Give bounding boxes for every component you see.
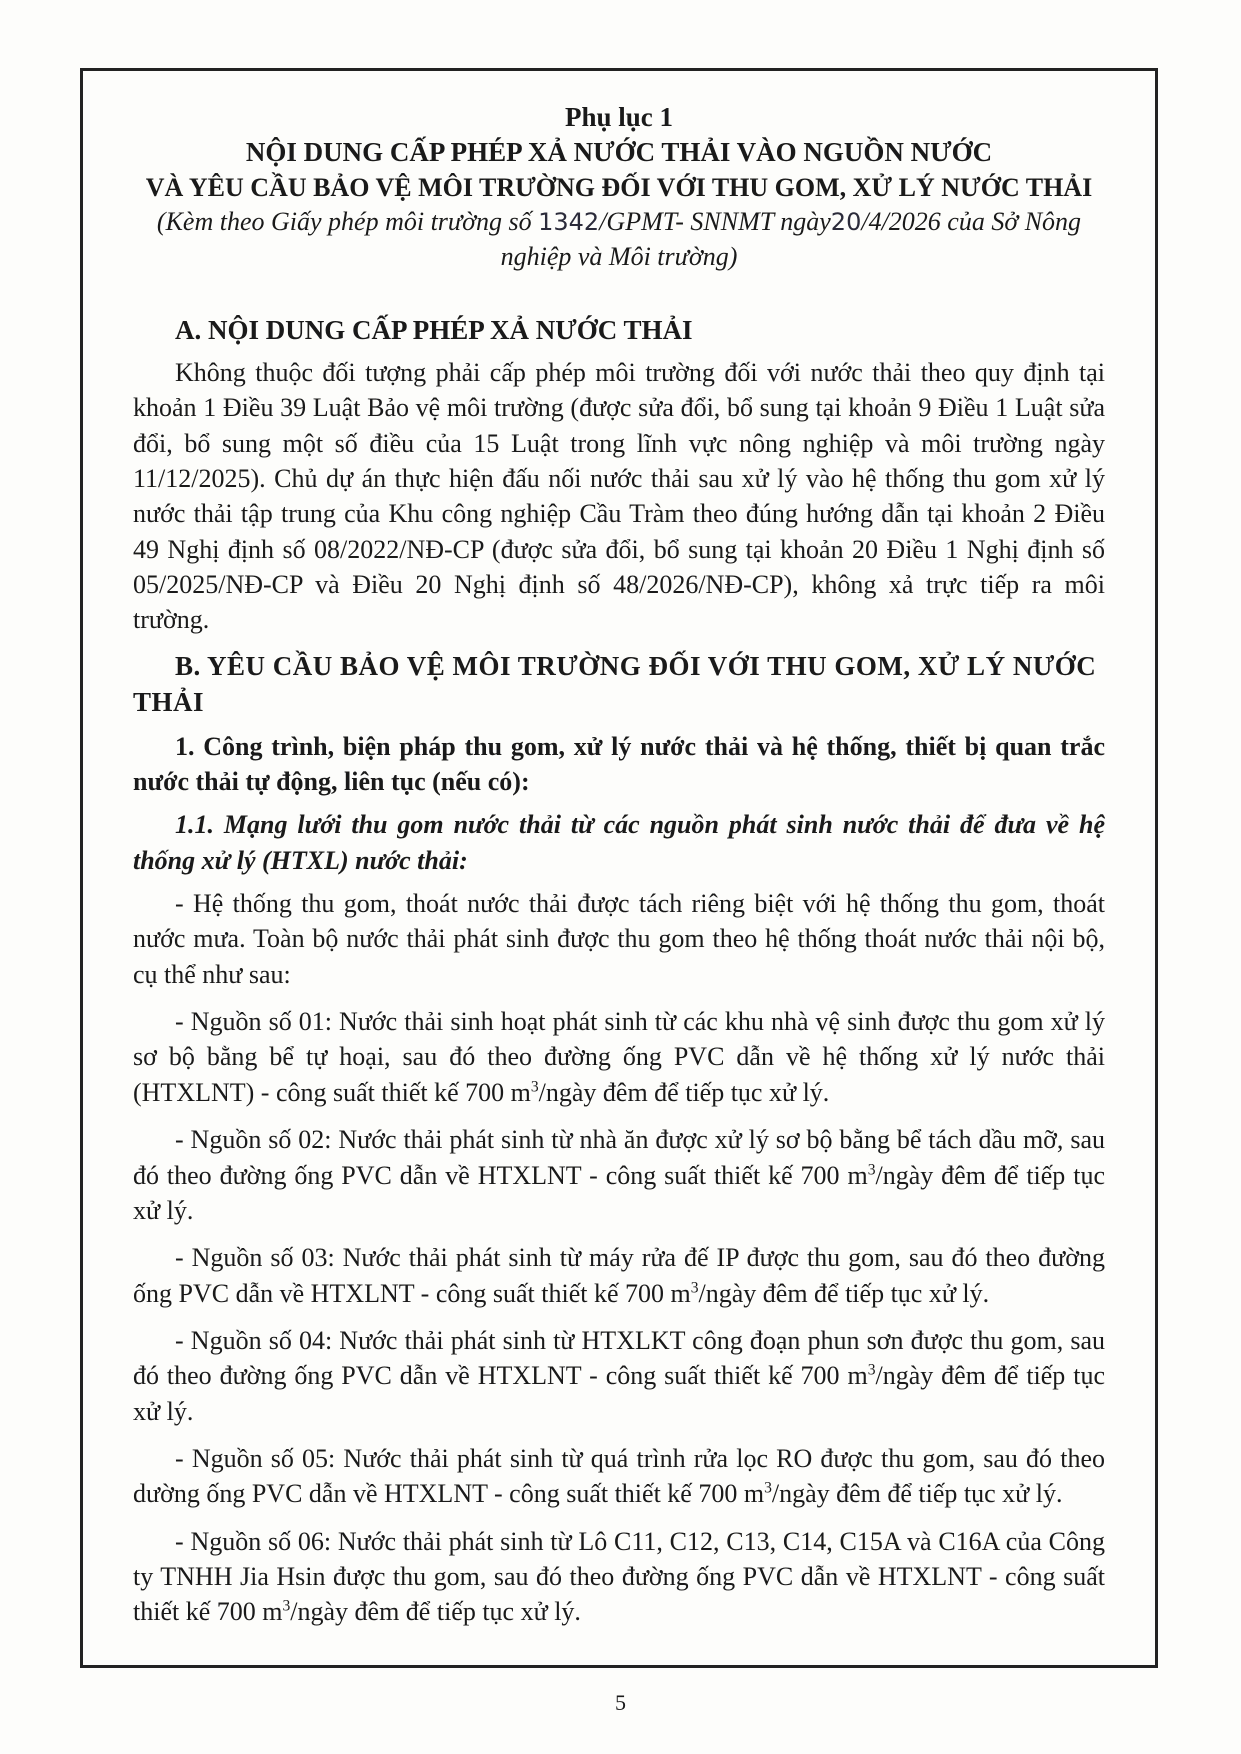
- source-06-text: - Nguồn số 06: Nước thải phát sinh từ Lô C11, C12, C13, C14, C15A và C16A của Công ty TNHH Jia Hsin được thu gom, sau đó theo đường ống PVC dẫn về HTXLNT - công suất thiết kế 700 m: [133, 1526, 1105, 1627]
- source-02-end: /ngày đêm để tiếp tục xử lý.: [133, 1160, 1105, 1225]
- source-01-end: /ngày đêm để tiếp tục xử lý.: [538, 1077, 830, 1107]
- source-03: [133, 1240, 1105, 1311]
- source-04-text: - Nguồn số 04: Nước thải phát sinh từ HTXLKT công đoạn phun sơn được thu gom, sau đó theo đường ống PVC dẫn về HTXLNT - công suất thiết kế 700 m: [133, 1325, 1105, 1391]
- attach-suffix: /4/2026 của Sở Nông nghiệp và Môi trường): [500, 207, 1082, 271]
- source-01: [133, 1004, 1105, 1110]
- page-number: 5: [615, 1690, 626, 1715]
- permit-day: 20: [830, 208, 862, 237]
- section-a-body: Không thuộc đối tượng phải cấp phép môi trường đối với nước thải theo quy định tại khoản 1 Điều 39 Luật Bảo vệ môi trường (được sửa đổi, bổ sung tại khoản 9 Điều 1 Luật sửa đổi, bổ sung một số điều của 15 Luật trong lĩnh vực nông nghiệp và môi trường ngày 11/12/2025). Chủ dự án thực hiện đấu nối nước thải sau xử lý vào hệ thống thu gom xử lý nước thải tập trung của Khu công nghiệp Cầu Tràm theo đúng hướng dẫn tại khoản 2 Điều 49 Nghị định số 08/2022/NĐ-CP (được sửa đổi, bổ sung tại khoản 20 Điều 1 Nghị định số 05/2025/NĐ-CP và Điều 20 Nghị định số 48/2026/NĐ-CP), không xả trực tiếp ra môi trường.: [133, 357, 1105, 635]
- source-06: [133, 1524, 1105, 1630]
- superscript: 3: [530, 1078, 539, 1096]
- appendix-title: Phụ lục 1: [564, 102, 674, 132]
- source-03-text: - Nguồn số 03: Nước thải phát sinh từ máy rửa đế IP được thu gom, sau đó theo đường ống PVC dẫn về HTXLNT - công suất thiết kế 700 m: [133, 1243, 1105, 1308]
- title-line-2: VÀ YÊU CẦU BẢO VỆ MÔI TRƯỜNG ĐỐI VỚI THU GOM, XỬ LÝ NƯỚC THẢI: [145, 172, 1093, 202]
- source-05-text: - Nguồn số 05: Nước thải phát sinh từ quá trình rửa lọc RO được thu gom, sau đó theo dường ống PVC dẫn về HTXLNT - công suất thiết kế 700 m: [133, 1444, 1105, 1509]
- document-body: [133, 101, 1105, 1636]
- source-06-end: /ngày đêm để tiếp tục xử lý.: [290, 1597, 581, 1627]
- attach-prefix: (Kèm theo Giấy phép môi trường số: [156, 207, 539, 237]
- section-a-heading: A. NỘI DUNG CẤP PHÉP XẢ NƯỚC THẢI: [175, 315, 693, 346]
- source-02-text: - Nguồn số 02: Nước thải phát sinh từ nhà ăn được xử lý sơ bộ bằng bể tách dầu mỡ, sau đó theo đường ống PVC dẫn về HTXLNT - công suất thiết kế 700 m: [133, 1125, 1105, 1190]
- attach-mid: /GPMT- SNNMT ngày: [599, 207, 831, 237]
- superscript: 3: [764, 1479, 772, 1497]
- collection-intro: - Hệ thống thu gom, thoát nước thải được tách riêng biệt với hệ thống thu gom, thoát nước mưa. Toàn bộ nước thải phát sinh được thu gom theo hệ thống thoát nước thải nội bộ, cụ thể như sau:: [133, 889, 1105, 989]
- source-05: [133, 1441, 1105, 1512]
- superscript: 3: [282, 1597, 291, 1615]
- source-04-end: /ngày đêm để tiếp tục xử lý.: [133, 1361, 1105, 1426]
- document-header: [133, 101, 1105, 274]
- source-02: [133, 1122, 1105, 1228]
- superscript: 3: [690, 1278, 699, 1296]
- source-04: [133, 1323, 1105, 1429]
- section-b-heading: B. YÊU CẦU BẢO VỆ MÔI TRƯỜNG ĐỐI VỚI THU GOM, XỬ LÝ NƯỚC THẢI: [133, 650, 1097, 718]
- permit-number: 1342: [538, 208, 600, 237]
- superscript: 3: [867, 1160, 876, 1178]
- source-05-end: /ngày đêm để tiếp tục xử lý.: [771, 1479, 1063, 1509]
- source-03-end: /ngày đêm để tiếp tục xử lý.: [698, 1278, 990, 1308]
- title-line-1: NỘI DUNG CẤP PHÉP XẢ NƯỚC THẢI VÀO NGUỒN NƯỚC: [245, 136, 993, 167]
- item-1-1-heading: 1.1. Mạng lưới thu gom nước thải từ các nguồn phát sinh nước thải để đưa về hệ thống xử lý (HTXL) nước thải:: [133, 810, 1105, 875]
- item-1-heading: 1. Công trình, biện pháp thu gom, xử lý nước thải và hệ thống, thiết bị quan trắc nước thải tự động, liên tục (nếu có):: [133, 731, 1105, 796]
- source-01-text: - Nguồn số 01: Nước thải sinh hoạt phát sinh từ các khu nhà vệ sinh được thu gom xử lý sơ bộ bằng bể tự hoại, sau đó theo đường ống PVC dẫn về hệ thống xử lý nước thải (HTXLNT) - công suất thiết kế 700 m: [133, 1007, 1105, 1107]
- page-frame: [80, 68, 1158, 1668]
- superscript: 3: [867, 1361, 876, 1379]
- attachment-note: [133, 205, 1105, 274]
